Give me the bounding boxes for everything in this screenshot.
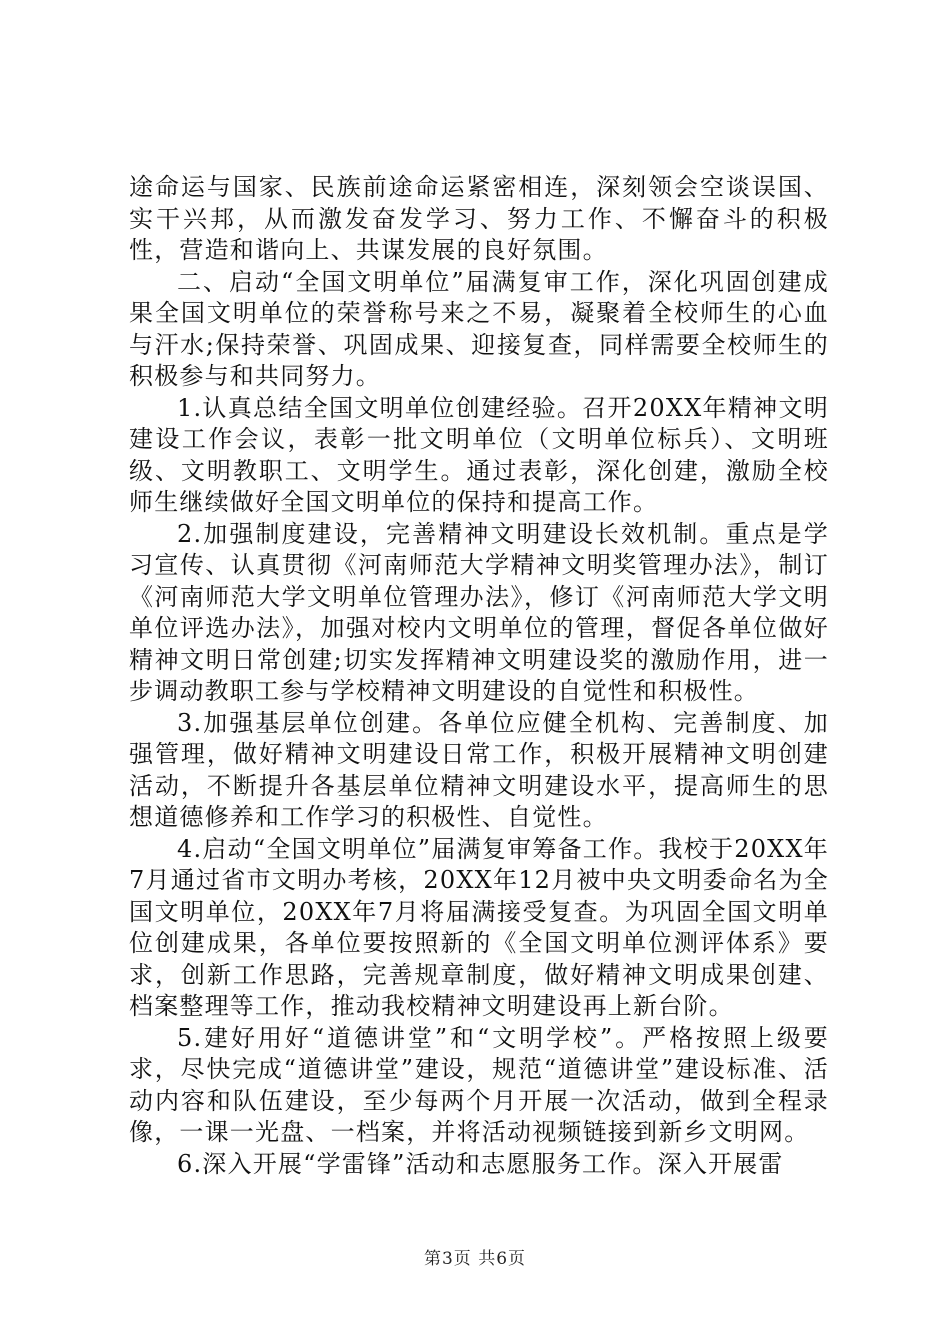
paragraph-section-two: 二、启动“全国文明单位”届满复审工作，深化巩固创建成果全国文明单位的荣誉称号来之不易，凝聚着全校师生的心血与汗水;保持荣誉、巩固成果、迎接复查，同样需要全校师生的积极参与和共同努力。 bbox=[129, 267, 829, 390]
paragraph-item-4: 4.启动“全国文明单位”届满复审筹备工作。我校于20XX年7月通过省市文明办考核，20XX年12月被中央文明委命名为全国文明单位，20XX年7月将届满接受复查。为巩固全国文明单位创建成果，各单位要按照新的《全国文明单位测评体系》要求，创新工作思路，完善规章制度，做好精神文明成果创建、档案整理等工作，推动我校精神文明建设再上新台阶。 bbox=[129, 834, 829, 1020]
paragraph-item-2: 2.加强制度建设，完善精神文明建设长效机制。重点是学习宣传、认真贯彻《河南师范大学精神文明奖管理办法》，制订《河南师范大学文明单位管理办法》，修订《河南师范大学文明单位评选办法》，加强对校内文明单位的管理，督促各单位做好精神文明日常创建;切实发挥精神文明建设奖的激励作用，进一步调动教职工参与学校精神文明建设的自觉性和积极性。 bbox=[129, 519, 829, 705]
paragraph-continued: 途命运与国家、民族前途命运紧密相连，深刻领会空谈误国、实干兴邦，从而激发奋发学习、努力工作、不懈奋斗的积极性，营造和谐向上、共谋发展的良好氛围。 bbox=[129, 173, 829, 264]
document-body bbox=[129, 172, 829, 1180]
paragraph-item-1: 1.认真总结全国文明单位创建经验。召开20XX年精神文明建设工作会议，表彰一批文明单位（文明单位标兵）、文明班级、文明教职工、文明学生。通过表彰，深化创建，激励全校师生继续做好全国文明单位的保持和提高工作。 bbox=[129, 393, 829, 516]
page-footer: 第3页 共6页 bbox=[423, 1249, 527, 1269]
paragraph-item-5: 5.建好用好“道德讲堂”和“文明学校”。严格按照上级要求，尽快完成“道德讲堂”建设，规范“道德讲堂”建设标准、活动内容和队伍建设，至少每两个月开展一次活动，做到全程录像，一课一光盘、一档案，并将活动视频链接到新乡文明网。 bbox=[129, 1023, 829, 1146]
paragraph-item-3: 3.加强基层单位创建。各单位应健全机构、完善制度、加强管理，做好精神文明建设日常工作，积极开展精神文明创建活动，不断提升各基层单位精神文明建设水平，提高师生的思想道德修养和工作学习的积极性、自觉性。 bbox=[129, 708, 829, 831]
paragraph-item-6: 6.深入开展“学雷锋”活动和志愿服务工作。深入开展雷 bbox=[177, 1149, 784, 1178]
